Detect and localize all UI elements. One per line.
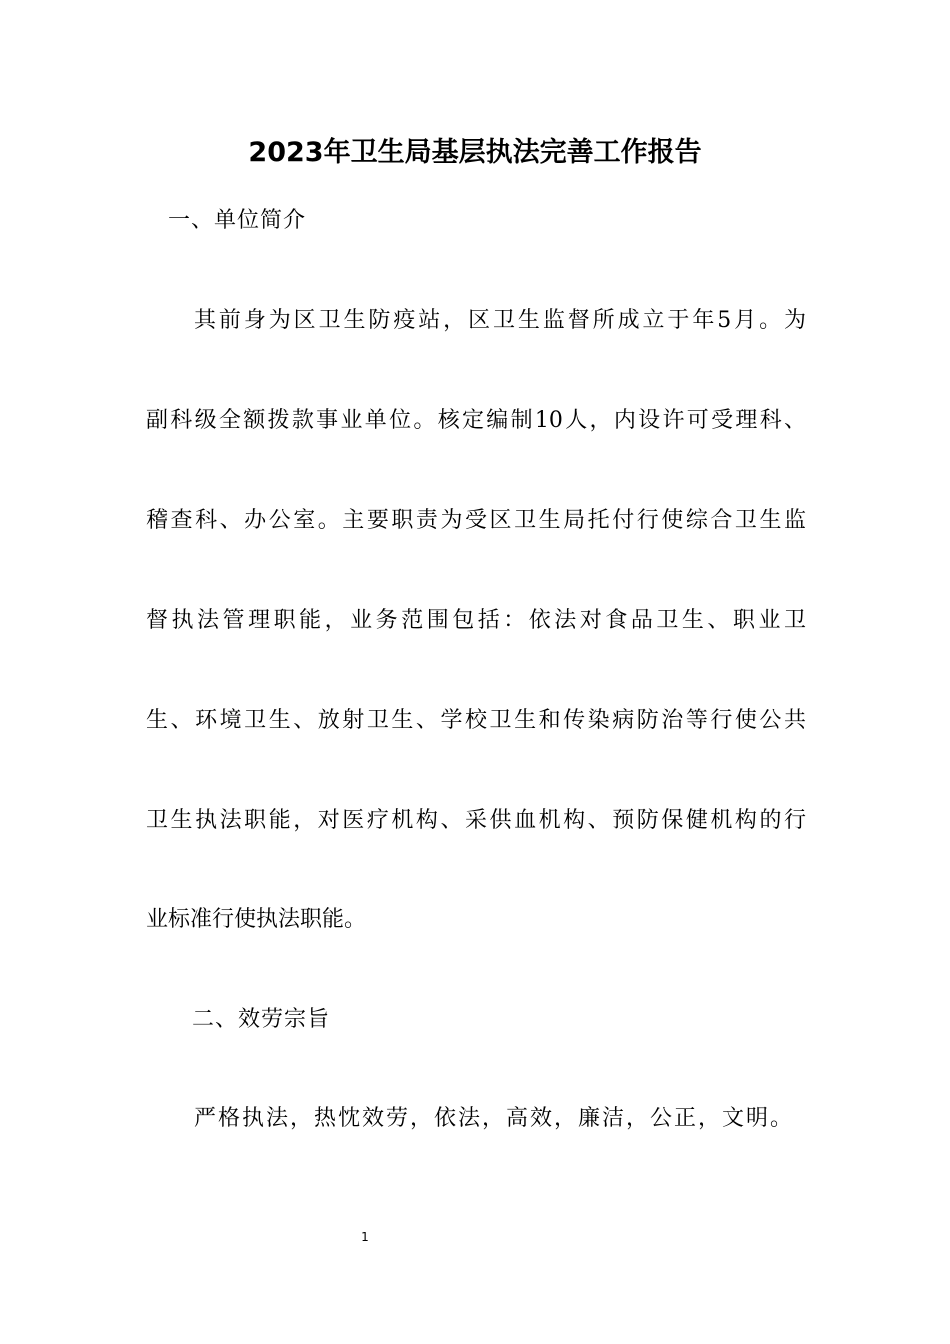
paragraph-line: 督执法管理职能，业务范围包括：依法对食品卫生、职业卫 [146, 608, 806, 633]
paragraph-line: 卫生执法职能，对医疗机构、采供血机构、预防保健机构的行 [146, 808, 806, 833]
paragraph-line: 生、环境卫生、放射卫生、学校卫生和传染病防治等行使公共 [146, 708, 806, 733]
service-motto: 严格执法，热忱效劳，依法，高效，廉洁，公正，文明。 [194, 1106, 795, 1131]
paragraph-line: 副科级全额拨款事业单位。核定编制10人，内设许可受理科、 [146, 408, 806, 433]
document-title: 2023年卫生局基层执法完善工作报告 [248, 137, 702, 168]
section-heading-unit-intro: 一、单位简介 [168, 208, 307, 233]
page-number: 1 [361, 1230, 369, 1244]
section-heading-service-purpose: 二、效劳宗旨 [192, 1007, 331, 1032]
paragraph-line: 业标准行使执法职能。 [146, 907, 367, 932]
paragraph-line: 其前身为区卫生防疫站，区卫生监督所成立于年5月。为 [194, 308, 806, 333]
paragraph-line: 稽查科、办公室。主要职责为受区卫生局托付行使综合卫生监 [146, 508, 806, 533]
